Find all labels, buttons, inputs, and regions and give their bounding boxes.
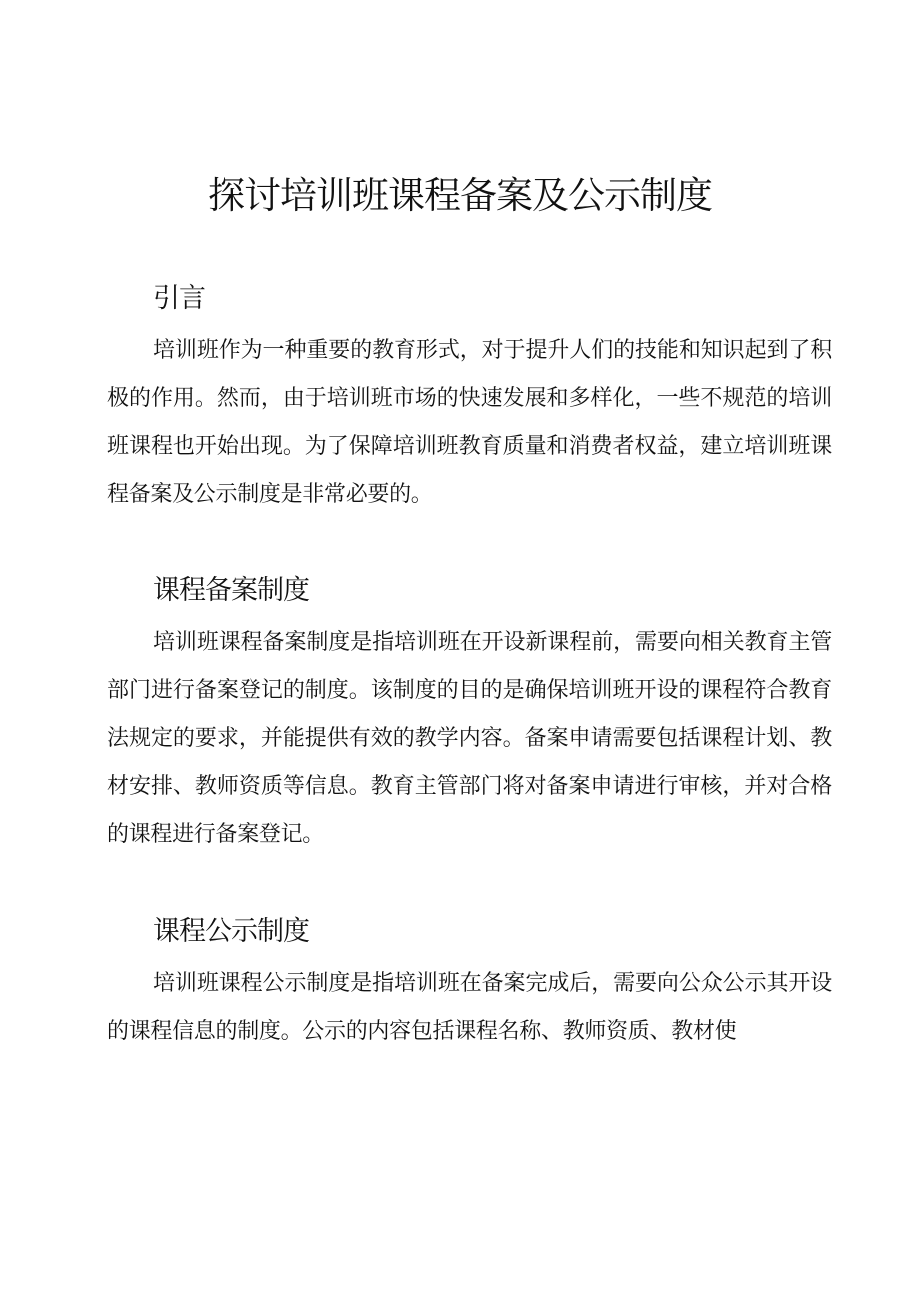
document-title: 探讨培训班课程备案及公示制度 bbox=[208, 174, 712, 217]
section-heading-course-publicity: 课程公示制度 bbox=[153, 916, 309, 947]
section-heading-introduction: 引言 bbox=[153, 283, 205, 314]
section-course-filing bbox=[107, 571, 832, 859]
section-body-introduction: 培训班作为一种重要的教育形式，对于提升人们的技能和知识起到了积极的作用。然而，由于培训班市场的快速发展和多样化，一些不规范的培训班课程也开始出现。为了保障培训班教育质量和消费者权益，建立培训班课程备案及公示制度是非常必要的。 bbox=[107, 338, 832, 507]
section-body-course-filing: 培训班课程备案制度是指培训班在开设新课程前，需要向相关教育主管部门进行备案登记的制度。该制度的目的是确保培训班开设的课程符合教育法规定的要求，并能提供有效的教学内容。备案申请需要包括课程计划、教材安排、教师资质等信息。教育主管部门将对备案申请进行审核，并对合格的课程进行备案登记。 bbox=[107, 630, 832, 847]
section-introduction bbox=[107, 279, 832, 519]
section-course-publicity bbox=[107, 912, 832, 1056]
section-body-course-publicity: 培训班课程公示制度是指培训班在备案完成后，需要向公众公示其开设的课程信息的制度。公示的内容包括课程名称、教师资质、教材使 bbox=[107, 971, 832, 1044]
section-heading-course-filing: 课程备案制度 bbox=[153, 575, 309, 606]
